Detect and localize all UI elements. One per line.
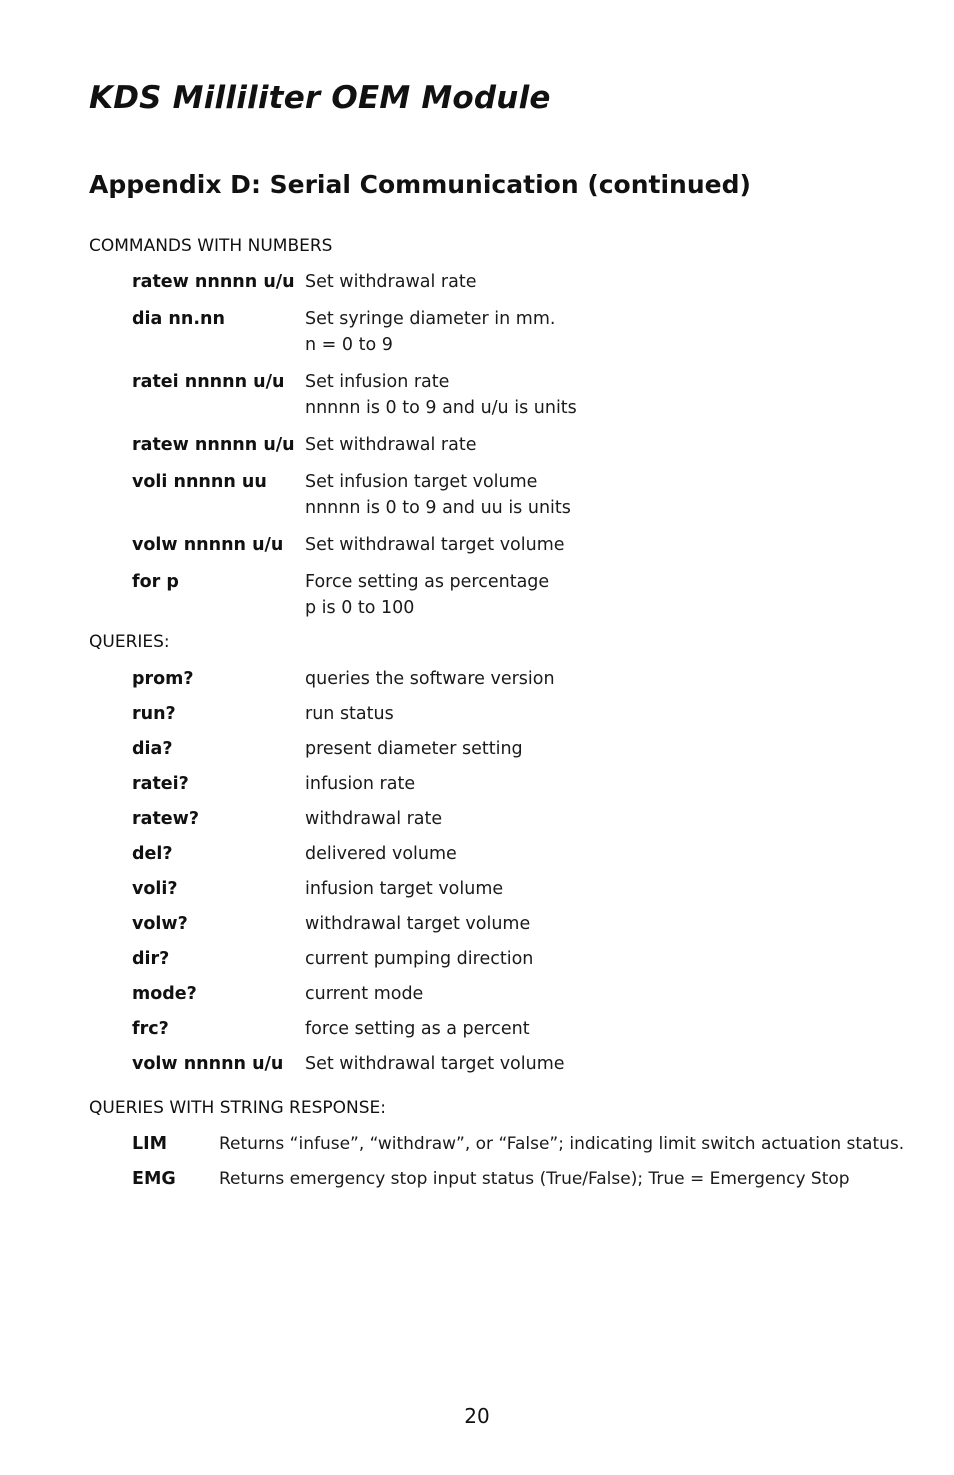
query-description: queries the software version [305,669,555,689]
command-code: volw nnnnn u/u [132,535,284,555]
string-response-table [132,1131,905,1201]
query-row [132,981,892,1007]
string-query-code: EMG [132,1169,176,1189]
query-row [132,736,892,762]
section-title: Appendix D: Serial Communication (continued) [89,170,751,199]
query-code: ratei? [132,774,189,794]
query-row [132,911,892,937]
command-code: dia nn.nn [132,309,225,329]
commands-with-numbers-table [132,269,892,632]
query-code: ratew? [132,809,199,829]
command-code: ratei nnnnn u/u [132,372,285,392]
query-description: withdrawal rate [305,809,443,829]
command-description: Set withdrawal rate [305,435,477,455]
query-code: prom? [132,669,194,689]
commands-with-numbers-heading: COMMANDS WITH NUMBERS [89,236,333,256]
command-description: Set withdrawal target volume [305,535,565,555]
query-code: volw nnnnn u/u [132,1054,284,1074]
command-row [132,569,892,621]
query-row [132,946,892,972]
query-row [132,701,892,727]
command-description: Set infusion target volume nnnnn is 0 to 9 and uu is units [305,472,571,518]
queries-table [132,666,892,1086]
query-description: current mode [305,984,424,1004]
query-row [132,666,892,692]
query-description: withdrawal target volume [305,914,531,934]
command-code: ratew nnnnn u/u [132,435,295,455]
query-row [132,771,892,797]
string-response-heading: QUERIES WITH STRING RESPONSE: [89,1098,386,1118]
query-description: Set withdrawal target volume [305,1054,565,1074]
query-description: run status [305,704,394,724]
command-description: Set syringe diameter in mm. n = 0 to 9 [305,309,556,355]
command-code: ratew nnnnn u/u [132,272,295,292]
query-row [132,806,892,832]
query-row [132,1051,892,1077]
query-description: present diameter setting [305,739,523,759]
query-code: voli? [132,879,178,899]
query-code: volw? [132,914,188,934]
query-code: run? [132,704,176,724]
command-row [132,306,892,358]
command-row [132,469,892,521]
query-code: dia? [132,739,173,759]
query-code: dir? [132,949,170,969]
string-query-description: Returns emergency stop input status (True/False); True = Emergency Stop [219,1169,850,1189]
string-query-row [132,1131,905,1157]
string-query-row [132,1166,892,1192]
query-code: del? [132,844,173,864]
query-description: infusion rate [305,774,416,794]
query-row [132,841,892,867]
command-code: voli nnnnn uu [132,472,267,492]
query-row [132,1016,892,1042]
command-row [132,369,892,421]
command-description: Force setting as percentage p is 0 to 100 [305,572,550,618]
query-description: force setting as a percent [305,1019,530,1039]
query-row [132,876,892,902]
command-row [132,532,892,558]
command-code: for p [132,572,179,592]
string-query-code: LIM [132,1134,168,1154]
query-code: frc? [132,1019,169,1039]
query-description: current pumping direction [305,949,534,969]
string-query-description: Returns “infuse”, “withdraw”, or “False”; indicating limit switch actuation status. [219,1134,905,1154]
query-description: delivered volume [305,844,457,864]
command-row [132,432,892,458]
query-code: mode? [132,984,197,1004]
command-row [132,269,892,295]
query-description: infusion target volume [305,879,504,899]
queries-heading: QUERIES: [89,632,170,652]
command-description: Set withdrawal rate [305,272,477,292]
page-number: 20 [464,1404,490,1428]
document-title: KDS Milliliter OEM Module [89,80,551,116]
command-description: Set infusion rate nnnnn is 0 to 9 and u/u is units [305,372,577,418]
